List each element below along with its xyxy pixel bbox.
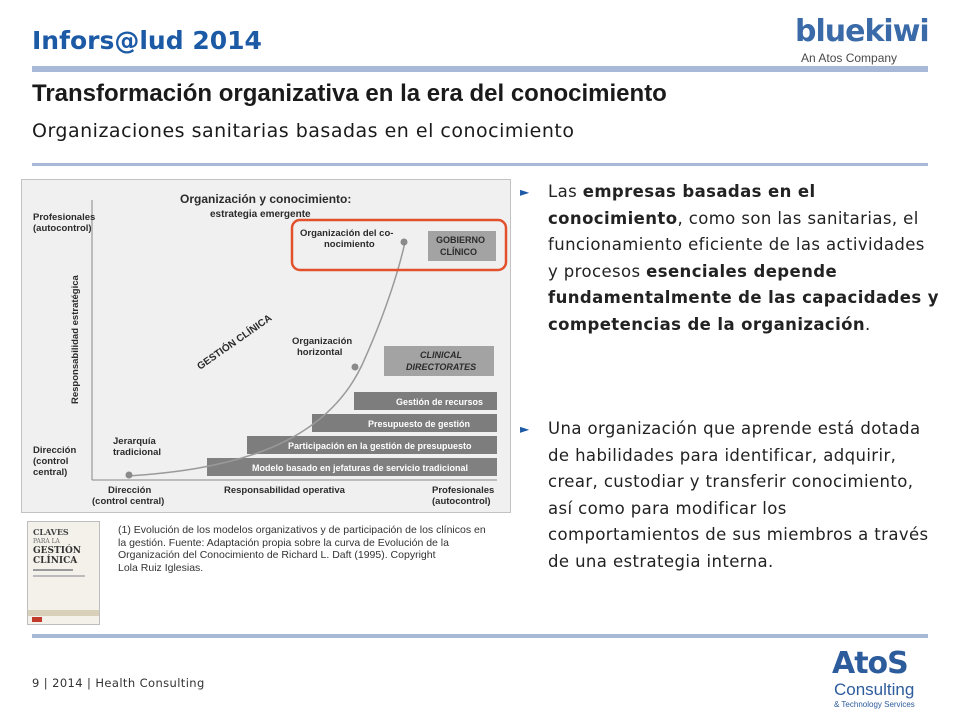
- box-clinical-label-2: DIRECTORATES: [406, 362, 477, 372]
- book-title-word: GESTIÓN: [33, 546, 82, 556]
- atos-logo-sub: Consulting: [834, 680, 915, 699]
- y-bottom-label-3: central): [33, 467, 68, 478]
- point-traditional: [126, 472, 133, 479]
- y-bottom-label-2: (control: [33, 456, 69, 467]
- header-divider: [32, 66, 928, 72]
- label-horizontal-2: horizontal: [297, 347, 343, 358]
- x-right-label: Profesionales: [432, 485, 495, 496]
- diagram-heading: Organización y conocimiento:: [180, 192, 352, 206]
- bluekiwi-logo: [795, 14, 929, 65]
- caption-line: Lola Ruiz Iglesias.: [118, 561, 204, 574]
- y-top-label: Profesionales: [33, 212, 96, 223]
- book-rule: [33, 569, 73, 571]
- caption-line: la gestión. Fuente: Adaptación propia sobre la curva de Evolución de la: [118, 536, 449, 549]
- y-top-label-2: (autocontrol): [33, 223, 92, 234]
- book-cover-image: [27, 521, 100, 625]
- label-horizontal: Organización: [292, 336, 353, 347]
- box-governance-label-2: CLÍNICO: [440, 247, 477, 257]
- bullet-text-part: , como son las sanitarias, el funcionamiento eficiente de las actividades y procesos: [548, 208, 925, 281]
- book-title-line: PARA LA: [33, 538, 60, 545]
- x-axis-label: Responsabilidad operativa: [224, 485, 345, 496]
- slide-title: Transformación organizativa en la era del conocimiento: [32, 80, 667, 107]
- footer-divider: [32, 634, 928, 638]
- organization-diagram: [21, 179, 511, 513]
- book-band: [28, 610, 100, 616]
- atos-consulting-logo: [830, 646, 930, 714]
- caption-line: (1) Evolución de los modelos organizativos y de participación de los clínicos en: [118, 524, 486, 536]
- logo-name: bluekiwi: [795, 14, 929, 49]
- bullet-arrow-icon: ►: [520, 422, 530, 436]
- bullet-text: Una organización que aprende está dotada de habilidades para identificar, adquirir, crear, custodiar y transferir conocimiento, así como para modificar los comportamientos de sus miembros a través de una estrategia interna.: [548, 419, 929, 571]
- y-axis-label: Responsabilidad estratégica: [70, 275, 81, 404]
- bullet-text: [548, 179, 940, 338]
- x-left-label: Dirección: [108, 485, 152, 496]
- subtitle-divider: [32, 163, 928, 166]
- bar-label: Modelo basado en jefaturas de servicio tradicional: [252, 463, 469, 473]
- book-title-line: CLAVES: [33, 527, 69, 537]
- bar-label: Gestión de recursos: [396, 397, 484, 407]
- point-knowledge: [401, 239, 408, 246]
- box-governance-label: GOBIERNO: [436, 235, 486, 245]
- diagram-subheading: estrategia emergente: [210, 209, 311, 220]
- bullet-learning-organization: [520, 416, 940, 575]
- bullet-text-bold: esenciales depende fundamentalmente de las capacidades y competencias de la organización: [548, 261, 939, 334]
- bar-label: Participación en la gestión de presupuesto: [288, 441, 472, 451]
- footer-text: 9 | 2014 | Health Consulting: [32, 676, 205, 690]
- bullet-text-part: Las: [548, 182, 583, 201]
- book-title-line: [33, 546, 81, 566]
- label-traditional-2: tradicional: [113, 447, 162, 458]
- x-right-label-2: (autocontrol): [432, 496, 491, 507]
- box-clinical-label: CLINICAL: [420, 350, 462, 360]
- book-publisher-mark: [32, 617, 42, 622]
- bullet-text-part: .: [865, 314, 871, 334]
- bullet-knowledge-companies: [520, 179, 940, 338]
- label-knowledge-org: Organización del co-: [300, 228, 394, 239]
- label-knowledge-org-2: nocimiento: [324, 239, 375, 250]
- brand-title: Infors@lud 2014: [32, 26, 262, 55]
- bullet-text-bold: empresas basadas en el conocimiento: [548, 182, 816, 228]
- book-rule: [33, 575, 85, 577]
- diagram-svg: [22, 180, 512, 514]
- logo-subtitle: An Atos Company: [801, 51, 898, 65]
- caption-line: Organización del Conocimiento de Richard L. Daft (1995). Copyright: [118, 549, 436, 561]
- curve-label: GESTIÓN CLÍNICA: [195, 312, 275, 373]
- atos-logo-name: AtoS: [832, 646, 908, 681]
- slide-subtitle: Organizaciones sanitarias basadas en el conocimiento: [32, 120, 575, 142]
- bar-label: Presupuesto de gestión: [368, 419, 471, 429]
- y-bottom-label: Dirección: [33, 445, 77, 456]
- bullet-arrow-icon: ►: [520, 185, 530, 199]
- atos-logo-sub2: & Technology Services: [834, 700, 915, 709]
- label-traditional: Jerarquía: [113, 436, 156, 447]
- figure-caption: [118, 524, 508, 574]
- book-title-word: CLÍNICA: [33, 556, 78, 566]
- x-left-label-2: (control central): [92, 496, 165, 507]
- point-horizontal: [352, 364, 359, 371]
